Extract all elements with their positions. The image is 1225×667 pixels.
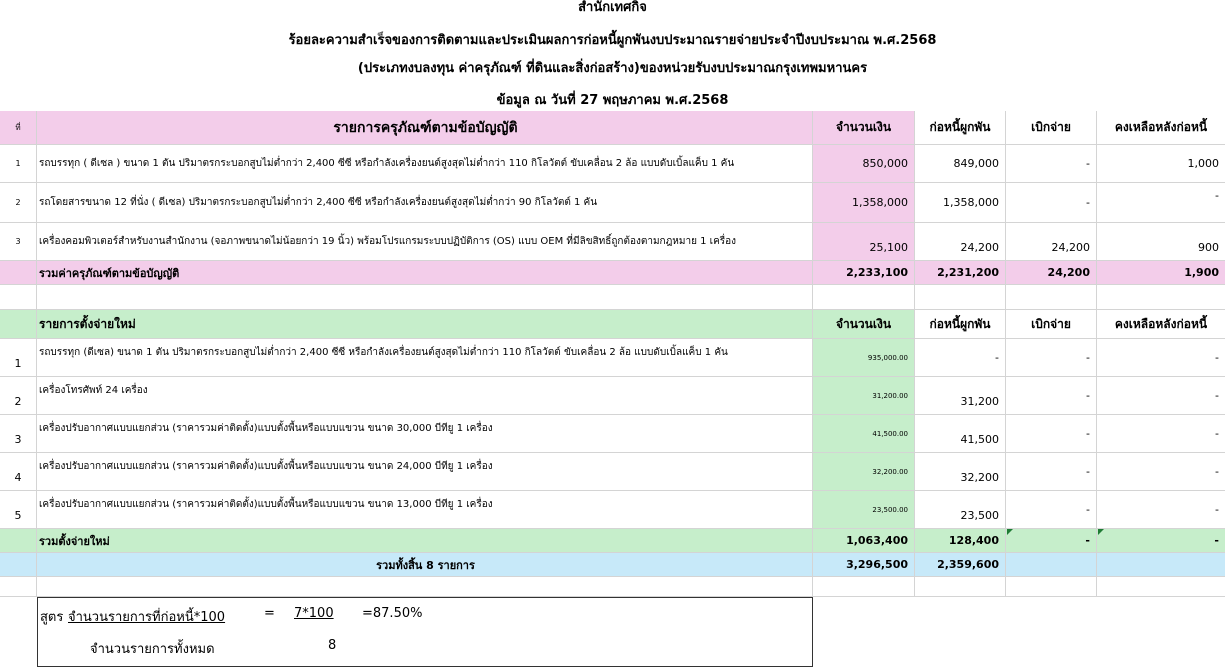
row-desc[interactable]: รถโดยสารขนาด 12 ที่นั่ง ( ดีเซล) ปริมาตรกระบอกสูบไม่ต่ำกว่า 2,400 ซีซี หรือกำลังเครื่องยนต์สูงสุดไม่ต่ำกว่า 90 กิโลวัตต์ 1 คัน [37, 183, 813, 223]
formula-label: สูตร [40, 610, 64, 625]
table-row [0, 145, 1225, 183]
row-committed[interactable]: 23,500 [915, 491, 1006, 529]
row-num[interactable] [0, 529, 37, 553]
row-desc[interactable]: รถบรรทุก (ดีเซล) ขนาด 1 ตัน ปริมาตรกระบอกสูบไม่ต่ำกว่า 2,400 ซีซี หรือกำลังเครื่องยนต์สูงสุดไม่ต่ำกว่า 110 กิโลวัตต์ ขับเคลื่อน 2 ล้อ แบบดับเบิ้ลแค็บ 1 คัน [37, 339, 813, 377]
table-row [0, 415, 1225, 453]
row-num[interactable]: 2 [0, 377, 37, 415]
empty-cell[interactable] [1006, 577, 1097, 597]
row-disbursed[interactable]: - [1006, 491, 1097, 529]
col-remaining-header[interactable]: คงเหลือหลังก่อหนี้ [1097, 111, 1225, 145]
col-committed-header[interactable]: ก่อหนี้ผูกพัน [915, 111, 1006, 145]
row-disbursed[interactable]: - [1006, 377, 1097, 415]
table-row [0, 223, 1225, 261]
row-remaining[interactable]: - [1097, 453, 1225, 491]
row-remaining[interactable]: 900 [1097, 223, 1225, 261]
col-committed-header[interactable]: ก่อหนี้ผูกพัน [915, 310, 1006, 339]
section1-total-row [0, 261, 1225, 285]
col-disbursed-header[interactable]: เบิกจ่าย [1006, 310, 1097, 339]
grand-total-disbursed[interactable] [1006, 553, 1097, 577]
row-disbursed[interactable]: - [1006, 453, 1097, 491]
formula-denominator: จำนวนรายการทั้งหมด [90, 642, 215, 657]
formula-numerator: จำนวนรายการที่ก่อหนี้*100 [68, 610, 226, 625]
row-remaining[interactable]: - [1097, 377, 1225, 415]
row-num[interactable] [0, 261, 37, 285]
row-amount[interactable]: 32,200.00 [813, 453, 915, 491]
row-remaining[interactable]: - [1097, 415, 1225, 453]
row-desc[interactable]: เครื่องปรับอากาศแบบแยกส่วน (ราคารวมค่าติดตั้ง)แบบตั้งพื้นหรือแบบแขวน ขนาด 13,000 บีทียู 1 เครื่อง [37, 491, 813, 529]
formula-value: 7*100 [294, 606, 334, 621]
row-num[interactable]: 2 [0, 183, 37, 223]
grand-total-remaining[interactable] [1097, 553, 1225, 577]
row-remaining[interactable]: - [1097, 491, 1225, 529]
row-num[interactable]: 5 [0, 491, 37, 529]
row-remaining[interactable]: - [1097, 339, 1225, 377]
row-desc[interactable]: เครื่องโทรศัพท์ 24 เครื่อง [37, 377, 813, 415]
row-num[interactable]: 1 [0, 145, 37, 183]
row-num[interactable]: 3 [0, 223, 37, 261]
col-num-header[interactable] [0, 310, 37, 339]
table-row [0, 183, 1225, 223]
total-label[interactable]: รวมค่าครุภัณฑ์ตามข้อบัญญัติ [37, 261, 813, 285]
row-amount[interactable]: 23,500.00 [813, 491, 915, 529]
table-row [0, 377, 1225, 415]
formula-result: =87.50% [362, 606, 423, 621]
row-amount[interactable]: 31,200.00 [813, 377, 915, 415]
empty-row [0, 577, 1225, 597]
empty-cell[interactable] [915, 577, 1006, 597]
row-amount[interactable]: 935,000.00 [813, 339, 915, 377]
total-amount[interactable]: 2,233,100 [813, 261, 915, 285]
row-disbursed[interactable]: - [1006, 145, 1097, 183]
row-remaining[interactable]: - [1097, 183, 1225, 223]
section2-total-row [0, 529, 1225, 553]
row-amount[interactable]: 25,100 [813, 223, 915, 261]
row-remaining[interactable]: 1,000 [1097, 145, 1225, 183]
row-committed[interactable]: - [915, 339, 1006, 377]
row-committed[interactable]: 32,200 [915, 453, 1006, 491]
empty-cell[interactable] [0, 577, 37, 597]
row-amount[interactable]: 850,000 [813, 145, 915, 183]
row-disbursed[interactable]: - [1006, 183, 1097, 223]
row-committed[interactable]: 24,200 [915, 223, 1006, 261]
row-num[interactable]: 4 [0, 453, 37, 491]
empty-cell[interactable] [813, 285, 915, 310]
empty-cell[interactable] [37, 577, 813, 597]
row-num[interactable] [0, 553, 37, 577]
row-amount[interactable]: 41,500.00 [813, 415, 915, 453]
grand-total-row [0, 553, 1225, 577]
col-disbursed-header[interactable]: เบิกจ่าย [1006, 111, 1097, 145]
table-row [0, 453, 1225, 491]
total-disbursed[interactable]: 24,200 [1006, 261, 1097, 285]
col-amount-header[interactable]: จำนวนเงิน [813, 310, 915, 339]
formula-total-count: 8 [328, 638, 337, 653]
row-disbursed[interactable]: - [1006, 415, 1097, 453]
row-num[interactable]: 1 [0, 339, 37, 377]
col-num-header[interactable]: ที่ [0, 111, 37, 145]
grand-total-label[interactable]: รวมทั้งสิ้น 8 รายการ [37, 553, 813, 577]
row-num[interactable]: 3 [0, 415, 37, 453]
row-committed[interactable]: 1,358,000 [915, 183, 1006, 223]
row-desc[interactable]: รถบรรทุก ( ดีเซล ) ขนาด 1 ตัน ปริมาตรกระบอกสูบไม่ต่ำกว่า 2,400 ซีซี หรือกำลังเครื่องยนต์สูงสุดไม่ต่ำกว่า 110 กิโลวัตต์ ขับเคลื่อน 2 ล้อ แบบดับเบิ้ลแค็บ 1 คัน [37, 145, 813, 183]
row-disbursed[interactable]: 24,200 [1006, 223, 1097, 261]
table-row [0, 339, 1225, 377]
total-amount[interactable]: 1,063,400 [813, 529, 915, 553]
grand-total-committed[interactable]: 2,359,600 [915, 553, 1006, 577]
row-amount[interactable]: 1,358,000 [813, 183, 915, 223]
row-desc[interactable]: เครื่องปรับอากาศแบบแยกส่วน (ราคารวมค่าติดตั้ง)แบบตั้งพื้นหรือแบบแขวน ขนาด 30,000 บีทียู 1 เครื่อง [37, 415, 813, 453]
total-committed[interactable]: 2,231,200 [915, 261, 1006, 285]
report-subtitle: (ประเภทงบลงทุน ค่าครุภัณฑ์ ที่ดินและสิ่งก่อสร้าง)ของหน่วยรับงบประมาณกรุงเทพมหานคร [357, 61, 868, 76]
empty-cell[interactable] [915, 285, 1006, 310]
row-committed[interactable]: 41,500 [915, 415, 1006, 453]
col-desc-header[interactable]: รายการตั้งจ่ายใหม่ [37, 310, 813, 339]
report-date: ข้อมูล ณ วันที่ 27 พฤษภาคม พ.ศ.2568 [496, 93, 729, 108]
total-remaining[interactable]: - [1097, 529, 1225, 553]
row-committed[interactable]: 31,200 [915, 377, 1006, 415]
empty-cell[interactable] [813, 577, 915, 597]
empty-cell[interactable] [0, 285, 37, 310]
report-title: ร้อยละความสำเร็จของการติดตามและประเมินผลการก่อหนี้ผูกพันงบประมาณรายจ่ายประจำปีงบประมาณ พ.ศ.2568 [288, 33, 937, 48]
col-remaining-header[interactable]: คงเหลือหลังก่อหนี้ [1097, 310, 1225, 339]
empty-cell[interactable] [37, 285, 813, 310]
empty-row [0, 285, 1225, 310]
grand-total-amount[interactable]: 3,296,500 [813, 553, 915, 577]
org-title: สำนักเทศกิจ [578, 0, 647, 15]
row-desc[interactable]: เครื่องคอมพิวเตอร์สำหรับงานสำนักงาน (จอภาพขนาดไม่น้อยกว่า 19 นิ้ว) พร้อมโปรแกรมระบบปฏิบัติการ (OS) แบบ OEM ที่มีลิขสิทธิ์ถูกต้องตามกฎหมาย 1 เครื่อง [37, 223, 813, 261]
total-disbursed[interactable]: - [1006, 529, 1097, 553]
empty-cell[interactable] [1097, 285, 1225, 310]
comment-marker-icon [1007, 529, 1013, 535]
total-remaining[interactable]: 1,900 [1097, 261, 1225, 285]
total-committed[interactable]: 128,400 [915, 529, 1006, 553]
row-desc[interactable]: เครื่องปรับอากาศแบบแยกส่วน (ราคารวมค่าติดตั้ง)แบบตั้งพื้นหรือแบบแขวน ขนาด 24,000 บีทียู 1 เครื่อง [37, 453, 813, 491]
section1-header-row [0, 111, 1225, 145]
formula-equals: = [264, 606, 275, 621]
empty-cell[interactable] [1097, 577, 1225, 597]
row-committed[interactable]: 849,000 [915, 145, 1006, 183]
col-desc-header[interactable]: รายการครุภัณฑ์ตามข้อบัญญัติ [37, 111, 813, 145]
total-label[interactable]: รวมตั้งจ่ายใหม่ [37, 529, 813, 553]
col-amount-header[interactable]: จำนวนเงิน [813, 111, 915, 145]
empty-cell[interactable] [1006, 285, 1097, 310]
section2-header-row [0, 310, 1225, 339]
comment-marker-icon [1098, 529, 1104, 535]
row-disbursed[interactable]: - [1006, 339, 1097, 377]
formula-box[interactable] [37, 597, 813, 667]
table-row [0, 491, 1225, 529]
